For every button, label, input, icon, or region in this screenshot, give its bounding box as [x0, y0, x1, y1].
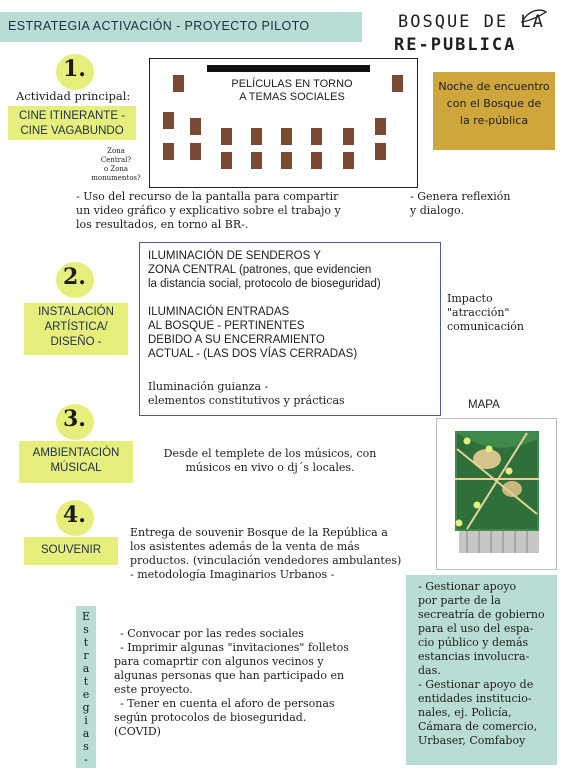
tag-line: AMBIENTACIÓN: [32, 447, 120, 459]
estrategias-letter: r: [83, 649, 89, 662]
section-2-number: 2.: [63, 264, 86, 290]
section-1-tag: [8, 106, 136, 140]
zone-note-line: Zona: [107, 147, 125, 155]
lighting-line: ZONA CENTRAL (patrones, que evidencien: [148, 264, 372, 276]
seat: [375, 118, 386, 135]
lighting-line: la distancia social, protocolo de bioseguridad): [148, 278, 381, 290]
seat: [392, 75, 403, 92]
desc-line: Desde el templete de los músicos, con: [163, 447, 377, 460]
seat: [251, 128, 262, 145]
lighting-entrances: [148, 305, 438, 361]
gestion-line: secreatría de gobierno: [418, 608, 545, 621]
tag-line: DISEÑO -: [50, 336, 102, 348]
zone-note-line: monumentos?: [91, 174, 141, 182]
strategy-line: - Imprimir algunas "invitaciones" folletos: [120, 641, 349, 654]
note-box: [433, 72, 555, 150]
section-3-tag: [19, 441, 133, 483]
estrategias-letter: t: [83, 636, 89, 649]
gestion-line: cio público y demás: [418, 636, 529, 649]
gestion-line: para el uso del espa-: [418, 622, 534, 635]
desc-line: - metodología Imaginarios Urbanos -: [130, 568, 335, 581]
screen-title-line: A TEMAS SOCIALES: [239, 91, 345, 103]
estrategias-letter: -: [84, 753, 88, 766]
gestion-line: por parte de la: [418, 594, 501, 607]
tag-line: MÚSICAL: [50, 462, 102, 474]
note-line: Noche de encuentro: [438, 80, 550, 93]
section-1-description: [76, 190, 396, 232]
gestion-line: das.: [418, 664, 441, 677]
lighting-line: DEBIDO A SU ENCERRAMIENTO: [148, 334, 325, 346]
impact-line: "atracción": [447, 306, 510, 319]
estrategias-letter: E: [81, 610, 91, 623]
section-4-tag: SOUVENIR: [24, 537, 118, 565]
desc-line: músicos en vivo o dj´s locales.: [185, 461, 355, 474]
strategy-line: (COVID): [114, 725, 161, 738]
impact-line: comunicación: [447, 320, 525, 333]
seat: [221, 128, 232, 145]
estrategias-letter: g: [82, 701, 90, 714]
impact-line: Impacto: [447, 292, 493, 305]
estrategias-letter: s: [83, 623, 89, 636]
estrategias-letter: s: [83, 740, 89, 753]
estrategias-letters: [76, 606, 96, 766]
seat: [343, 152, 354, 169]
seat: [311, 152, 322, 169]
strategy-line: según protocolos de bioseguridad.: [114, 711, 307, 724]
park-map: [436, 418, 557, 570]
screen-bar: [207, 65, 370, 72]
section-3-number: 3.: [63, 406, 86, 432]
estrategias-letter: i: [84, 714, 88, 727]
gestion-line: estancias involucra-: [418, 650, 530, 663]
gestion-text: [406, 575, 557, 748]
seat: [375, 143, 386, 160]
note-line: con el Bosque de: [446, 97, 542, 110]
zone-note: [90, 147, 142, 183]
seat: [281, 152, 292, 169]
section-4-number: 4.: [63, 502, 86, 528]
gestion-line: Cámara de comercio,: [418, 720, 538, 733]
estrategias-letter: a: [82, 662, 90, 675]
desc-line: los resultados, en torno al BR-.: [76, 218, 249, 231]
strategy-line: - Convocar por las redes sociales: [120, 627, 304, 640]
section-4-description: [130, 526, 430, 582]
screen-title: [212, 78, 372, 104]
strategy-line: - Tener en cuenta el aforo de personas: [120, 697, 335, 710]
lighting-line: AL BOSQUE - PERTINENTES: [148, 320, 305, 332]
strategy-line: para comaprtir con algunos vecinos y: [114, 655, 324, 668]
leaf-logo-icon: [518, 6, 550, 26]
section-1-side-note: [410, 190, 510, 218]
estrategias-letter: t: [83, 675, 89, 688]
logo-line-1: BOSQUE DE LA: [398, 12, 545, 32]
screen-title-line: PELÍCULAS EN TORNO: [231, 78, 353, 90]
park-map-drawing: [437, 419, 556, 569]
section-1-number: 1.: [63, 56, 86, 82]
lighting-guidance: [148, 380, 438, 408]
seat: [163, 143, 174, 160]
gestion-line: nales, ej. Policía,: [418, 706, 512, 719]
seat: [343, 128, 354, 145]
seat: [190, 118, 201, 135]
page-title: ESTRATEGIA ACTIVACIÓN - PROYECTO PILOTO: [8, 19, 310, 33]
gestion-line: entidades institucio-: [418, 692, 532, 705]
side-line: - Genera reflexión: [410, 190, 511, 203]
zone-note-line: Central?: [100, 156, 132, 164]
desc-line: - Uso del recurso de la pantalla para compartir: [76, 190, 339, 203]
lighting-line: Iluminación guianza -: [148, 380, 269, 393]
seat: [173, 75, 184, 92]
map-label: MAPA: [468, 399, 500, 411]
estrategias-letter: a: [82, 727, 90, 740]
seat: [281, 128, 292, 145]
seat: [163, 112, 174, 129]
lighting-line: ILUMINACIÓN DE SENDEROS Y: [148, 250, 321, 262]
lighting-line: ILUMINACIÓN ENTRADAS: [148, 306, 290, 318]
estrategias-list: [114, 627, 399, 739]
gestion-line: - Gestionar apoyo: [418, 580, 517, 593]
logo-line-2: RE-PUBLICA: [394, 35, 517, 55]
tag-line: INSTALACIÓN: [38, 306, 114, 318]
tag-line: CINE ITINERANTE -: [18, 110, 126, 122]
note-line: la re-pública: [459, 114, 529, 127]
strategy-line: algunas personas que han participado en: [114, 669, 345, 682]
desc-line: los asistentes además de la venta de más: [130, 540, 360, 553]
seat: [221, 152, 232, 169]
seat: [251, 152, 262, 169]
strategy-line: este proyecto.: [114, 683, 193, 696]
desc-line: Entrega de souvenir Bosque de la República a: [130, 526, 388, 539]
seat: [190, 143, 201, 160]
seat: [311, 128, 322, 145]
estrategias-tag: [76, 606, 96, 768]
lighting-paths: [148, 249, 438, 291]
lighting-line: ACTUAL - (LAS DOS VÍAS CERRADAS): [148, 348, 358, 360]
side-line: y dialogo.: [410, 204, 464, 217]
section-3-description: [150, 447, 390, 475]
gestion-line: - Gestionar apoyo de: [418, 678, 534, 691]
section-1-label: Actividad principal:: [16, 89, 131, 103]
desc-line: un video gráfico y explicativo sobre el trabajo y: [76, 204, 341, 217]
tag-line: ARTÍSTICA/: [44, 321, 108, 333]
estrategias-letter: e: [82, 688, 90, 701]
section-2-tag: [24, 303, 128, 355]
lighting-line: elementos constitutivos y prácticas: [148, 394, 345, 407]
desc-line: productos. (vinculación vendedores ambulantes): [130, 554, 402, 567]
impact-note: [447, 292, 524, 334]
zone-note-line: o Zona: [103, 165, 129, 173]
tag-line: CINE VAGABUNDO: [20, 125, 124, 137]
gestion-box: [406, 575, 557, 765]
gestion-line: Urbaser, Comfaboy: [418, 734, 526, 747]
